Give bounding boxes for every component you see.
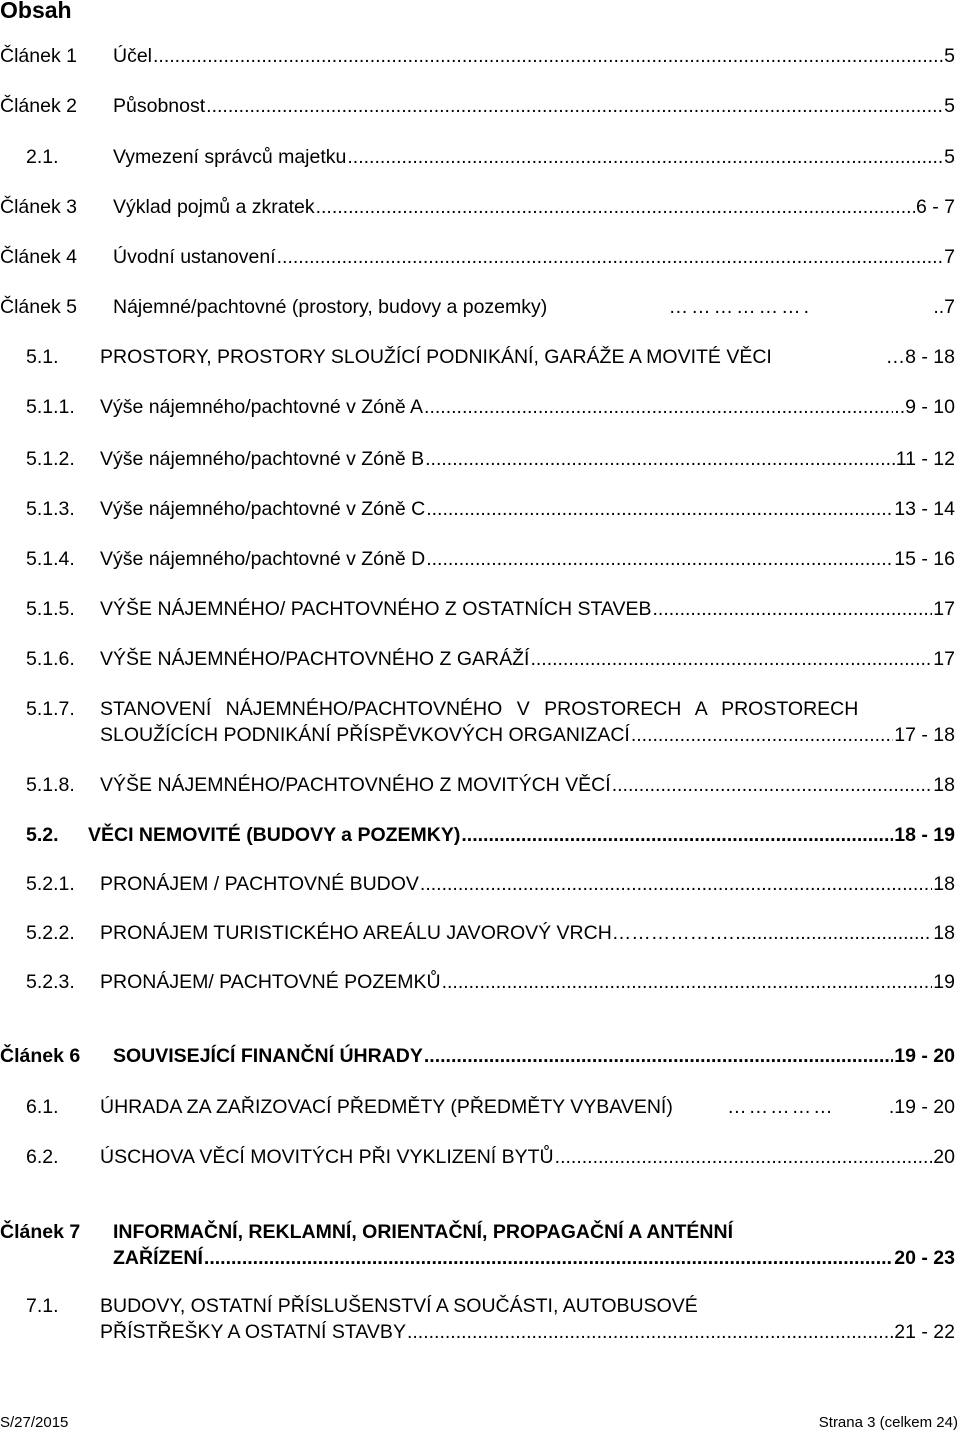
entry-number: 5.2.1. (26, 873, 75, 895)
entry-title: PRONÁJEM/ PACHTOVNÉ POZEMKŮ (100, 971, 441, 993)
entry-number: 2.1. (26, 146, 59, 168)
dot-leader (420, 871, 932, 897)
entry-page: 20 (933, 1146, 955, 1168)
dot-leader (653, 596, 933, 622)
entry-title: Působnost (113, 95, 206, 117)
dot-leader (425, 446, 895, 472)
entry-number: 6.2. (26, 1146, 59, 1168)
entry-page: 18 (933, 922, 955, 944)
entry-title: Výše nájemného/pachtovné v Zóně A (100, 396, 424, 418)
dot-leader (407, 1319, 893, 1345)
entry-page: 5 (944, 95, 955, 117)
entry-number: 5.1.3. (26, 498, 75, 520)
entry-number: 5.1.5. (26, 598, 75, 620)
entry-title: Výše nájemného/pachtovné v Zóně B (100, 448, 425, 470)
entry-fill: ………………. (668, 296, 812, 318)
entry-title: Úvodní ustanovení (113, 246, 276, 268)
entry-title: PRONÁJEM TURISTICKÉHO AREÁLU JAVOROVÝ VRCH………………. (100, 922, 735, 944)
entry-number: 5.1.8. (26, 774, 75, 796)
page-footer (0, 1414, 958, 1434)
entry-page: 18 (933, 873, 955, 895)
entry-page: 18 (933, 774, 955, 796)
entry-title: ZAŘÍZENÍ (113, 1247, 203, 1269)
entry-title: VÝŠE NÁJEMNÉHO/ PACHTOVNÉHO Z OSTATNÍCH STAVEB (100, 598, 652, 620)
entry-title: PŘÍSTŘEŠKY A OSTATNÍ STAVBY (100, 1321, 406, 1343)
entry-number: Článek 7 (0, 1221, 81, 1243)
entry-number: 5.1.6. (26, 648, 75, 670)
entry-title: ÚHRADA ZA ZAŘIZOVACÍ PŘEDMĚTY (PŘEDMĚTY VYBAVENÍ) (100, 1096, 673, 1118)
entry-number: 5.2.2. (26, 922, 75, 944)
entry-title: Výše nájemného/pachtovné v Zóně C (100, 498, 426, 520)
dot-leader (153, 43, 943, 69)
entry-page: 11 - 12 (895, 448, 955, 470)
document-reference: S/27/2015 (0, 1414, 69, 1431)
dot-leader (424, 1043, 893, 1069)
entry-title: SOUVISEJÍCÍ FINANČNÍ ÚHRADY (113, 1045, 423, 1067)
entry-page: 21 - 22 (894, 1321, 955, 1343)
dot-leader (631, 722, 893, 748)
entry-page: 20 - 23 (894, 1247, 955, 1269)
entry-number: 5.1. (26, 346, 59, 368)
entry-number: 6.1. (26, 1096, 59, 1118)
entry-number: Článek 2 (0, 95, 77, 117)
entry-page: …8 - 18 (885, 346, 955, 368)
entry-title: ÚSCHOVA VĚCÍ MOVITÝCH PŘI VYKLIZENÍ BYTŮ (100, 1146, 554, 1168)
entry-page: 19 - 20 (894, 1045, 955, 1067)
dot-leader (442, 969, 933, 995)
entry-page: 19 (933, 971, 955, 993)
entry-page: ..9 - 10 (894, 396, 955, 418)
entry-page: .19 - 20 (888, 1096, 955, 1118)
entry-fill: …………… (727, 1096, 835, 1118)
dot-leader (206, 93, 943, 119)
dot-leader (555, 1144, 933, 1170)
entry-title: VÝŠE NÁJEMNÉHO/PACHTOVNÉHO Z MOVITÝCH VĚCÍ (100, 774, 611, 796)
entry-page: 17 - 18 (894, 724, 955, 746)
entry-page: 6 - 7 (915, 196, 955, 218)
dot-leader (530, 646, 932, 672)
entry-page: 7 (944, 246, 955, 268)
dot-leader (426, 546, 893, 572)
entry-title: VÝŠE NÁJEMNÉHO/PACHTOVNÉHO Z GARÁŽÍ (100, 648, 530, 670)
entry-page: ..7 (933, 296, 955, 318)
toc-heading: Obsah (0, 0, 72, 23)
dot-leader (612, 772, 933, 798)
dot-leader (316, 194, 915, 220)
entry-number: 5.2.3. (26, 971, 75, 993)
entry-page: 5 (944, 45, 955, 67)
entry-title: Nájemné/pachtovné (prostory, budovy a pozemky) (113, 296, 548, 318)
dot-leader (424, 394, 893, 420)
entry-title-line-1: INFORMAČNÍ, REKLAMNÍ, ORIENTAČNÍ, PROPAGAČNÍ A ANTÉNNÍ (113, 1221, 734, 1243)
entry-number: 7.1. (26, 1295, 59, 1317)
dot-leader (461, 822, 893, 848)
entry-title: VĚCI NEMOVITÉ (BUDOVY a POZEMKY) (88, 824, 461, 846)
entry-page: 13 - 14 (894, 498, 955, 520)
entry-number: Článek 1 (0, 45, 77, 67)
entry-page: 15 - 16 (894, 548, 955, 570)
entry-title-line-1: BUDOVY, OSTATNÍ PŘÍSLUŠENSTVÍ A SOUČÁSTI, AUTOBUSOVÉ (100, 1295, 698, 1317)
entry-page: 17 (933, 598, 955, 620)
entry-title: Výklad pojmů a zkratek (113, 196, 315, 218)
entry-title: Výše nájemného/pachtovné v Zóně D (100, 548, 426, 570)
entry-title: Účel (113, 45, 153, 67)
entry-number: 5.1.7. (26, 698, 75, 720)
entry-number: Článek 3 (0, 196, 77, 218)
page-number: Strana 3 (celkem 24) (818, 1414, 958, 1431)
entry-title-line-1: STANOVENÍ NÁJEMNÉHO/PACHTOVNÉHO V PROSTORECH A PROSTORECH (100, 698, 859, 720)
dot-leader (426, 496, 893, 522)
entry-number: Článek 4 (0, 246, 77, 268)
entry-page: 17 (933, 648, 955, 670)
entry-title: PRONÁJEM / PACHTOVNÉ BUDOV (100, 873, 419, 895)
dot-leader (347, 144, 943, 170)
entry-number: 5.1.1. (26, 396, 75, 418)
entry-number: 5.1.2. (26, 448, 75, 470)
dot-leader (277, 244, 944, 270)
entry-number: 5.2. (26, 824, 59, 846)
entry-page: 18 - 19 (894, 824, 955, 846)
entry-number: Článek 6 (0, 1045, 81, 1067)
entry-number: Článek 5 (0, 296, 77, 318)
dot-leader (204, 1245, 893, 1271)
entry-title: PROSTORY, PROSTORY SLOUŽÍCÍ PODNIKÁNÍ, GARÁŽE A MOVITÉ VĚCI (100, 346, 772, 368)
entry-number: 5.1.4. (26, 548, 75, 570)
dot-leader (735, 920, 932, 946)
entry-title: Vymezení správců majetku (113, 146, 347, 168)
entry-page: 5 (944, 146, 955, 168)
entry-title: SLOUŽÍCÍCH PODNIKÁNÍ PŘÍSPĚVKOVÝCH ORGANIZACÍ (100, 724, 630, 746)
